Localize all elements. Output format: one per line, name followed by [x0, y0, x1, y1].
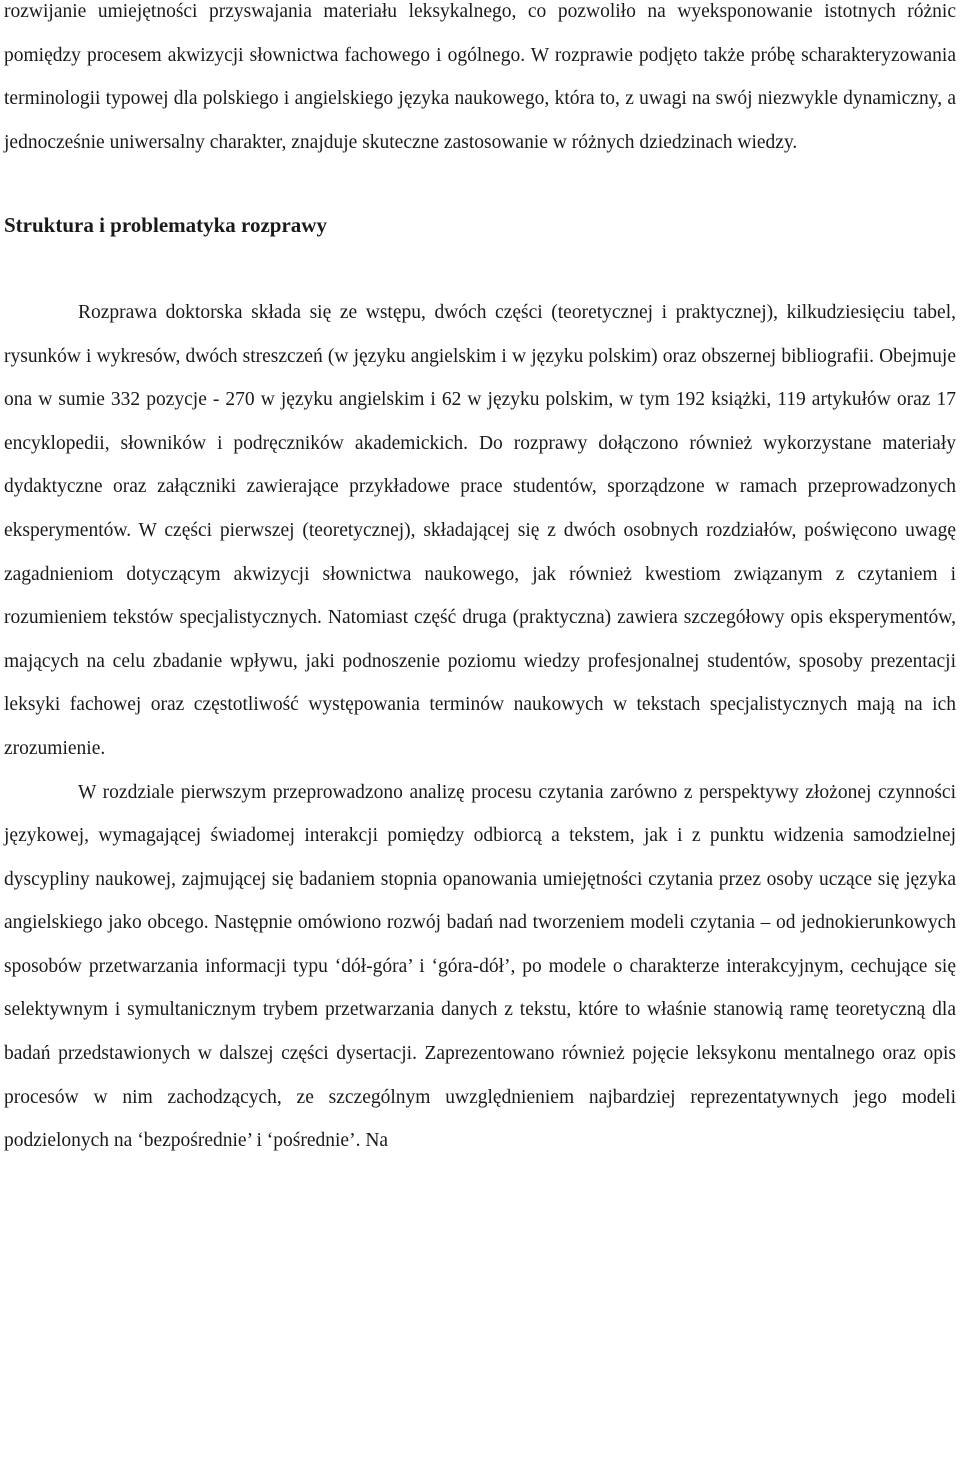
continued-paragraph: rozwijanie umiejętności przyswajania materiału leksykalnego, co pozwoliło na wyeksponowanie istotnych różnic pomiędzy procesem akwizycji słownictwa fachowego i ogólnego. W rozprawie podjęto także próbę scharakteryzowania terminologii typowej dla polskiego i angielskiego języka naukowego, która to, z uwagi na swój niezwykle dynamiczny, a jednocześnie uniwersalny charakter, znajduje skuteczne zastosowanie w różnych dziedzinach wiedzy.: [4, 1, 956, 153]
document-page: [4, 0, 956, 1163]
body-paragraph-2: W rozdziale pierwszym przeprowadzono analizę procesu czytania zarówno z perspektywy złożonej czynności językowej, wymagającej świadomej interakcji pomiędzy odbiorcą a tekstem, jak i z punktu widzenia samodzielnej dyscypliny naukowej, zajmującej się badaniem stopnia opanowania umiejętności czytania przez osoby uczące się języka angielskiego jako obcego. Następnie omówiono rozwój badań nad tworzeniem modeli czytania – od jednokierunkowych sposobów przetwarzania informacji typu ‘dół-góra’ i ‘góra-dół’, po modele o charakterze interakcyjnym, cechujące się selektywnym i symultanicznym trybem przetwarzania danych z tekstu, które to właśnie stanowią ramę teoretyczną dla badań przedstawionych w dalszej części dysertacji. Zaprezentowano również pojęcie leksykonu mentalnego oraz opis procesów w nim zachodzących, ze szczególnym uwzględnieniem najbardziej reprezentatywnych jego modeli podzielonych na ‘bezpośrednie’ i ‘pośrednie’. Na: [4, 781, 956, 1152]
section-heading: Struktura i problematyka rozprawy: [4, 213, 327, 238]
body-paragraph-1: Rozprawa doktorska składa się ze wstępu, dwóch części (teoretycznej i praktycznej), kilkudziesięciu tabel, rysunków i wykresów, dwóch streszczeń (w języku angielskim i w języku polskim) oraz obszernej bibliografii. Obejmuje ona w sumie 332 pozycje - 270 w języku angielskim i 62 w języku polskim, w tym 192 książki, 119 artykułów oraz 17 encyklopedii, słowników i podręczników akademickich. Do rozprawy dołączono również wykorzystane materiały dydaktyczne oraz załączniki zawierające przykładowe prace studentów, sporządzone w ramach przeprowadzonych eksperymentów. W części pierwszej (teoretycznej), składającej się z dwóch osobnych rozdziałów, poświęcono uwagę zagadnieniom dotyczącym akwizycji słownictwa naukowego, jak również kwestiom związanym z czytaniem i rozumieniem tekstów specjalistycznych. Natomiast część druga (praktyczna) zawiera szczegółowy opis eksperymentów, mających na celu zbadanie wpływu, jaki podnoszenie poziomu wiedzy profesjonalnej studentów, sposoby prezentacji leksyki fachowej oraz częstotliwość występowania terminów naukowych w tekstach specjalistycznych mają na ich zrozumienie.: [4, 301, 956, 759]
